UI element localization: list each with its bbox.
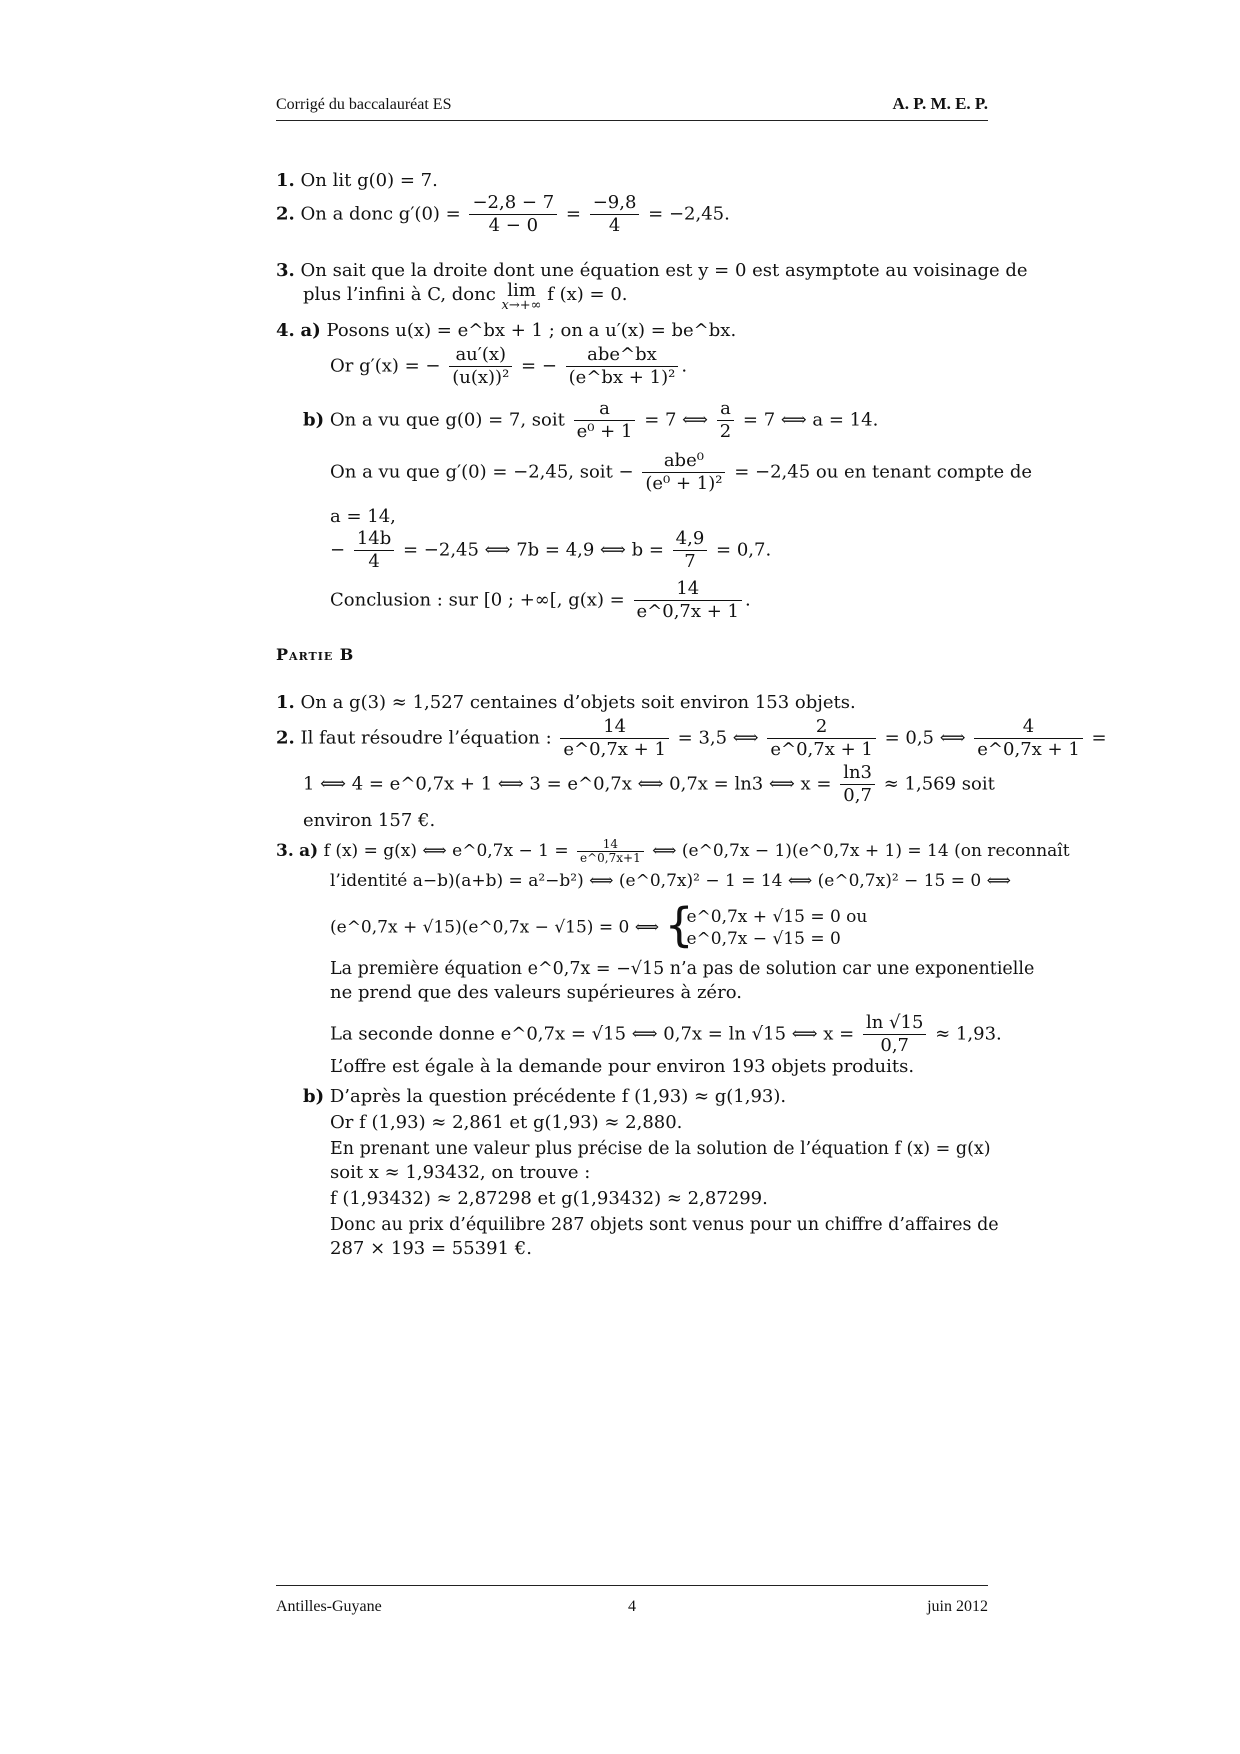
part-a-q4b-line1: b) On a vu que g(0) = 7, soit $\frac{a}{\text{e⁰ + 1}}$ = 7 ⟺ $\frac{a}{2}$ = 7 ⟺ a = 14. <box>303 398 879 442</box>
fraction: $\frac{14}{e\^{}0,7x+1}$ <box>577 838 644 865</box>
part-b-q3b-line2: Or f (1,93) ≈ 2,861 et g(1,93) ≈ 2,880. <box>330 1112 683 1133</box>
sub-label: b) <box>303 409 325 431</box>
q-text: On sait que la droite dont une équation est y = 0 est asymptote au voisinage de <box>300 260 1028 281</box>
part-b-q3b-line4: soit x ≈ 1,93432, on trouve : <box>330 1162 591 1183</box>
sub-label: a) <box>299 841 319 861</box>
q-number: 1. <box>276 170 295 191</box>
fraction: $\frac{14b}{4}$ <box>354 528 394 573</box>
fraction: $\frac{2}{e\^{}0,7x + 1}$ <box>767 716 876 761</box>
q-text: On lit g(0) = 7. <box>300 170 438 191</box>
fraction: $\frac{-2,8 - 7}{4 - 0}$ <box>469 192 557 237</box>
fraction: $\frac{\ln 3}{0,7}$ <box>840 762 875 807</box>
sub-label: a) <box>300 320 321 341</box>
fraction: $\frac{\text{abe⁰}}{\text{(e⁰ + 1)²}}$ <box>642 450 725 495</box>
part-b-q3b-line7: 287 × 193 = 55391 €. <box>330 1238 532 1259</box>
fraction: $\frac{-9,8}{4}$ <box>590 192 640 237</box>
part-a-q2: 2. On a donc g′(0) = $\frac{-2,8 - 7}{4 - 0}$ = $\frac{-9,8}{4}$ = −2,45. <box>276 192 730 236</box>
page-header <box>276 92 988 121</box>
fraction: $\frac{\ln √15}{0,7}$ <box>863 1012 926 1057</box>
footer-date: juin 2012 <box>927 1598 988 1615</box>
page-number: 4 <box>628 1598 636 1615</box>
fraction: $\frac{14}{e\^{}0,7x + 1}$ <box>560 716 669 761</box>
equation-system: { e^0,7x + √15 = 0 ou e^0,7x − √15 = 0 <box>664 898 868 952</box>
part-a-q4a-line2: Or g′(x) = − $\frac{au'(x)}{\text{(u(x))²}}$ = − $\frac{\text{abe\textasciicircum{}bx}}{\text{(e\textasciicircum{}bx + 1)²}}$ . <box>330 344 688 388</box>
part-b-q2-line2: 1 ⟺ 4 = e^0,7x + 1 ⟺ 3 = e^0,7x ⟺ 0,7x = ln3 ⟺ x = $\frac{\ln 3}{0,7}$ ≈ 1,569 soit <box>303 762 995 806</box>
q-number: 3. <box>276 841 294 861</box>
part-a-q3-line2: plus l’infini à C, donc lim x→+∞ f (x) = 0. <box>303 280 628 313</box>
part-b-q3b-line5: f (1,93432) ≈ 2,87298 et g(1,93432) ≈ 2,87299. <box>330 1188 768 1209</box>
header-title: Corrigé du baccalauréat ES <box>276 96 452 113</box>
footer-location: Antilles-Guyane <box>276 1598 382 1615</box>
fraction: $\frac{4,9}{7}$ <box>673 528 708 573</box>
fraction: $\frac{4}{e\^{}0,7x + 1}$ <box>974 716 1083 761</box>
fraction: $\frac{14}{e\^{}0,7x + 1}$ <box>634 578 743 623</box>
part-b-q3a-line2: l’identité a−b)(a+b) = a²−b²) ⟺ (e^0,7x)² − 1 = 14 ⟺ (e^0,7x)² − 15 = 0 ⟺ <box>330 871 1011 891</box>
fraction: $\frac{a}{\text{e⁰ + 1}}$ <box>574 398 636 443</box>
part-b-q3a-line6: La seconde donne e^0,7x = √15 ⟺ 0,7x = ln √15 ⟺ x = $\frac{\ln √15}{0,7}$ ≈ 1,93. <box>330 1012 1002 1056</box>
fraction: $\frac{\text{abe\textasciicircum{}bx}}{\text{(e\textasciicircum{}bx + 1)²}}$ <box>566 344 679 389</box>
q-number: 2. <box>276 203 295 225</box>
q-number: 1. <box>276 692 295 713</box>
part-b-q2-line3: environ 157 €. <box>303 810 436 831</box>
q-text: On a donc g′(0) = <box>300 203 461 225</box>
limit: lim x→+∞ <box>501 280 542 313</box>
part-a-q4b-conclusion: Conclusion : sur [0 ; +∞[, g(x) = $\frac{14}{e\^{}0,7x + 1}$ . <box>330 578 751 622</box>
part-b-q3b-line3: En prenant une valeur plus précise de la solution de l’équation f (x) = g(x) <box>330 1139 991 1159</box>
sub-label: b) <box>303 1086 325 1107</box>
part-b-q3a-line3: (e^0,7x + √15)(e^0,7x − √15) = 0 ⟺ { e^0,7x + √15 = 0 ou e^0,7x − √15 = 0 <box>330 898 868 952</box>
part-b-q3a-line4: La première équation e^0,7x = −√15 n’a pas de solution car une exponentielle <box>330 959 1035 979</box>
header-publisher: A. P. M. E. P. <box>892 94 988 113</box>
part-b-q1: 1. On a g(3) ≈ 1,527 centaines d’objets soit environ 153 objets. <box>276 692 856 713</box>
page-footer <box>276 1585 988 1616</box>
q-number: 3. <box>276 260 295 281</box>
fraction: $\frac{a}{2}$ <box>717 398 734 443</box>
part-b-q3b-line1: b) D’après la question précédente f (1,93) ≈ g(1,93). <box>303 1086 787 1107</box>
part-a-q1 <box>276 168 438 194</box>
q-number: 4. <box>276 320 295 341</box>
part-a-q4a: 4. a) Posons u(x) = e^bx + 1 ; on a u′(x) = be^bx. <box>276 320 737 341</box>
part-a-q3 <box>276 258 1028 284</box>
part-b-title: Partie B <box>276 645 355 664</box>
part-a-q4b-line2: On a vu que g′(0) = −2,45, soit − $\frac{\text{abe⁰}}{\text{(e⁰ + 1)²}}$ = −2,45 ou en tenant compte de <box>330 450 1033 494</box>
part-a-q4b-line4: − $\frac{14b}{4}$ = −2,45 ⟺ 7b = 4,9 ⟺ b = $\frac{4,9}{7}$ = 0,7. <box>330 528 772 572</box>
part-a-q4b-line3: a = 14, <box>330 506 396 527</box>
part-b-q3a-line5: ne prend que des valeurs supérieures à zéro. <box>330 982 742 1003</box>
fraction: $\frac{au'(x)}{\text{(u(x))²}}$ <box>449 344 512 389</box>
part-b-q3a-line7: L’offre est égale à la demande pour environ 193 objets produits. <box>330 1056 915 1077</box>
part-b-q3b-line6: Donc au prix d’équilibre 287 objets sont venus pour un chiffre d’affaires de <box>330 1215 999 1235</box>
part-b-q2-line1: 2. Il faut résoudre l’équation : $\frac{14}{e\^{}0,7x + 1}$ = 3,5 ⟺ $\frac{2}{e\^{}0,7x + 1}$ = 0,5 ⟺ $\frac{4}{e\^{}0,7x + 1}$ = <box>276 716 1107 760</box>
q-number: 2. <box>276 727 295 749</box>
part-b-q3a-line1: 3. a) f (x) = g(x) ⟺ e^0,7x − 1 = $\frac{14}{e\^{}0,7x+1}$ ⟺ (e^0,7x − 1)(e^0,7x + 1) = 14 (on reconnaît <box>276 837 1070 865</box>
